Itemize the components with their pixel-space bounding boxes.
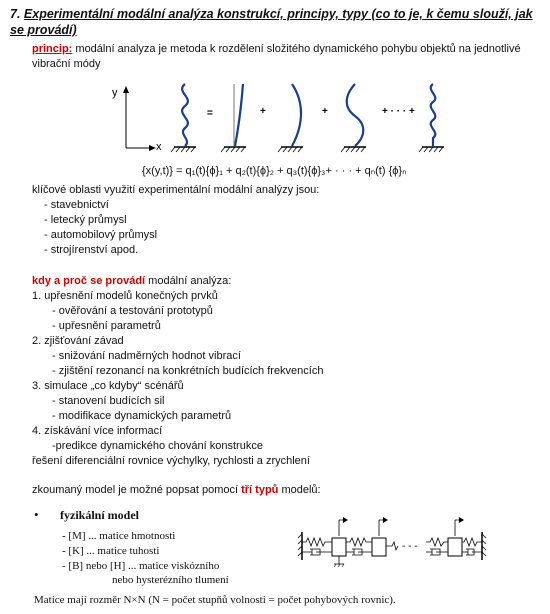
group-item: - snižování nadměrných hodnot vibrací: [52, 350, 241, 362]
group-item: - modifikace dynamických parametrů: [52, 410, 232, 422]
group-item: -predikce dynamického chování konstrukce: [52, 440, 263, 452]
op-plus-dots: + · · · +: [382, 106, 415, 117]
physical-model-item: - [B] nebo [H] ... matice viskózního: [62, 560, 220, 572]
mode-shape-total: [171, 84, 196, 152]
key-area-item: - automobilový průmysl: [44, 229, 158, 241]
section-title: [10, 6, 540, 38]
group-title: 3. simulace „co kdyby“ scénářů: [32, 380, 184, 392]
chain-dots: - - -: [402, 541, 418, 552]
key-area-item: - stavebnictví: [44, 199, 109, 211]
key-area-item: - letecký průmysl: [44, 214, 127, 226]
axis-x-label: x: [156, 141, 162, 153]
principle-paragraph: [32, 42, 532, 72]
mode-shape-3: [341, 84, 366, 152]
section-heading: Experimentální modální analýza konstrukcí, principy, typy (co to je, k čemu slouží, jak se provádí): [10, 7, 533, 37]
group-title: 2. zjišťování závad: [32, 335, 124, 347]
models-intro-red: tří typů: [241, 484, 279, 496]
bullet-icon: •: [34, 507, 39, 522]
mode-shape-n: [419, 84, 444, 152]
axes-icon: [123, 86, 156, 151]
physical-model-title: fyzikální model: [60, 508, 140, 522]
op-plus-1: +: [260, 106, 266, 117]
axis-y-label: y: [112, 87, 118, 99]
mode-shapes-figure: [100, 80, 460, 160]
models-intro: [32, 483, 321, 498]
when-why-rest: modální analýza:: [145, 275, 232, 287]
modal-equation: {x(y,t)} = q₁(t){ϕ}₁ + q₂(t){ϕ}₂ + q₃(t){ϕ}₃+ · · · + qₙ(t) {ϕ}ₙ: [142, 165, 407, 177]
when-why-label: kdy a proč se provádí: [32, 275, 146, 287]
physical-model-item: - [M] ... matice hmotnosti: [62, 530, 176, 542]
mass-spring-chain-figure: [298, 514, 488, 572]
principle-text: modální analyza je metoda k rozdělení složitého dynamického pohybu objektů na jednotlivé vibrační módy: [32, 43, 521, 70]
models-intro-pre: zkoumaný model je možné popsat pomocí: [32, 484, 242, 496]
group-item: - ověřování a testování prototypů: [52, 305, 213, 317]
group-item: - zjištění rezonancí na konkrétních budících frekvencích: [52, 365, 324, 377]
op-plus-2: +: [322, 106, 328, 117]
group-item: - upřesnění parametrů: [52, 320, 161, 332]
when-why-heading: [32, 274, 231, 289]
key-area-item: - strojírenství apod.: [44, 244, 139, 256]
group-title: 4. získávání více informací: [32, 425, 163, 437]
group-item: - stanovení budících sil: [52, 395, 165, 407]
principle-label: princip:: [32, 43, 73, 55]
op-equals: =: [207, 108, 213, 119]
group-title: 1. upřesnění modelů konečných prvků: [32, 290, 218, 302]
matrix-note: Matice mají rozměr N×N (N = počet stupňů volnosti = počet pohybových rovnic).: [34, 594, 396, 606]
physical-model-item: - [K] ... matice tuhosti: [62, 545, 160, 557]
when-why-footer: řešení diferenciální rovnice výchylky, rychlosti a zrychlení: [32, 455, 310, 467]
key-areas-intro: klíčové oblasti využití experimentální modální analýzy jsou:: [32, 184, 320, 196]
models-intro-post: modelů:: [278, 484, 321, 496]
mode-shape-1: [221, 84, 246, 152]
section-number: 7.: [10, 7, 21, 21]
physical-model-item-cont: nebo hysterézního tlumení: [112, 574, 229, 586]
mode-shape-2: [278, 84, 303, 152]
